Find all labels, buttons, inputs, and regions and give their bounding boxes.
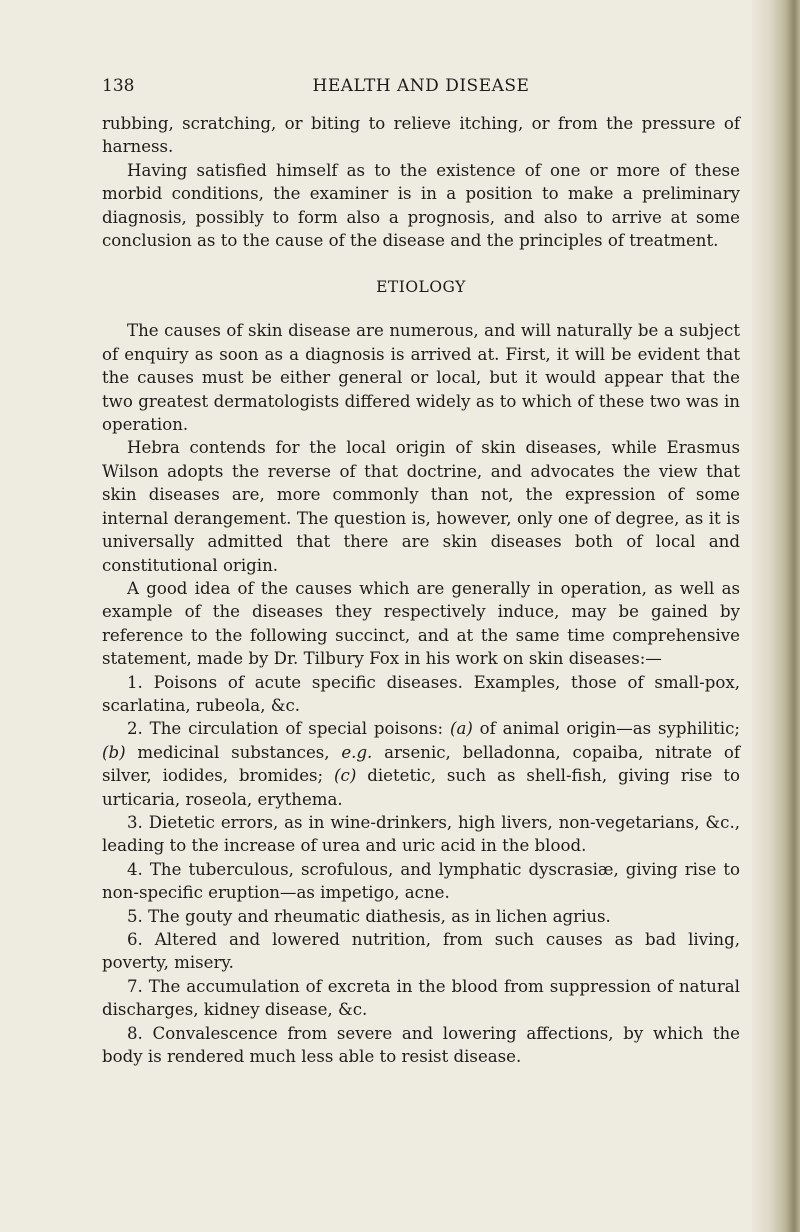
- list-item-2-text-d: arsenic, belladonna, copaiba, nitrate of silver, iodides, bromides;: [102, 742, 740, 786]
- page-edge-shadow: [752, 0, 800, 1232]
- running-title: HEALTH AND DISEASE: [312, 76, 530, 96]
- list-item-2-text-b: of animal origin—as syphilitic;: [472, 719, 741, 739]
- list-item-4: 4. The tuberculous, scrofulous, and lymphatic dyscrasiæ, giving rise to non-specific eruption—as impetigo, acne.: [102, 859, 740, 903]
- list-item-5: 5. The gouty and rheumatic diathesis, as in lichen agrius.: [127, 906, 611, 926]
- list-item-2-marker-c: (c): [334, 766, 357, 786]
- paragraph-causes: The causes of skin disease are numerous, and will naturally be a subject of enquiry as soon as a diagnosis is arrived at. First, it will be evident that the causes must be either general or local, but it would appear that the two greatest dermatologists differed widely as to which of these two was in operation.: [102, 321, 740, 435]
- list-item-2-marker-a: (a): [449, 719, 473, 739]
- paragraph-tilbury-fox: A good idea of the causes which are generally in operation, as well as example of the diseases they respectively induce, may be gained by reference to the following succinct, and at the same time comprehensive statement, made by Dr. Tilbury Fox in his work on skin diseases:—: [102, 578, 740, 669]
- paragraph-continued: rubbing, scratching, or biting to relieve itching, or from the pressure of harness.: [102, 114, 740, 157]
- page-header: [102, 76, 740, 96]
- list-item-2: [102, 717, 740, 811]
- page-number: 138: [102, 76, 135, 96]
- list-item-1: 1. Poisons of acute specific diseases. Examples, those of small-pox, scarlatina, rubeola, &c.: [102, 672, 740, 715]
- list-item-2-text-a: 2. The circulation of special poisons:: [127, 719, 450, 739]
- list-item-2-text-c: medicinal substances,: [125, 742, 342, 762]
- section-heading-etiology: ETIOLOGY: [376, 278, 466, 297]
- list-item-6: 6. Altered and lowered nutrition, from such causes as bad living, poverty, misery.: [102, 930, 740, 973]
- paragraph-diagnosis: Having satisfied himself as to the existence of one or more of these morbid conditions, the examiner is in a position to make a preliminary diagnosis, possibly to form also a prognosis, and also to arrive at some conclusion as to the cause of the disease and the principles of treatment.: [102, 160, 740, 251]
- list-item-2-text-e: dietetic, such as shell-fish, giving rise to urticaria, roseola, erythema.: [102, 766, 740, 809]
- paragraph-hebra: Hebra contends for the local origin of skin diseases, while Erasmus Wilson adopts the reverse of that doctrine, and advocates the view that skin diseases are, more commonly than not, the expression of some internal derangement. The question is, however, only one of degree, as it is universally admitted that there are skin diseases both of local and constitutional origin.: [102, 438, 740, 575]
- list-item-8: 8. Convalescence from severe and lowering affections, by which the body is rendered much less able to resist disease.: [102, 1023, 740, 1067]
- list-item-2-eg: e.g.: [341, 742, 373, 762]
- list-item-2-marker-b: (b): [102, 742, 126, 762]
- book-page: [102, 76, 740, 1068]
- list-item-7: 7. The accumulation of excreta in the blood from suppression of natural discharges, kidney disease, &c.: [102, 976, 740, 1020]
- list-item-3: 3. Dietetic errors, as in wine-drinkers, high livers, non-vegetarians, &c., leading to the increase of urea and uric acid in the blood.: [102, 812, 740, 856]
